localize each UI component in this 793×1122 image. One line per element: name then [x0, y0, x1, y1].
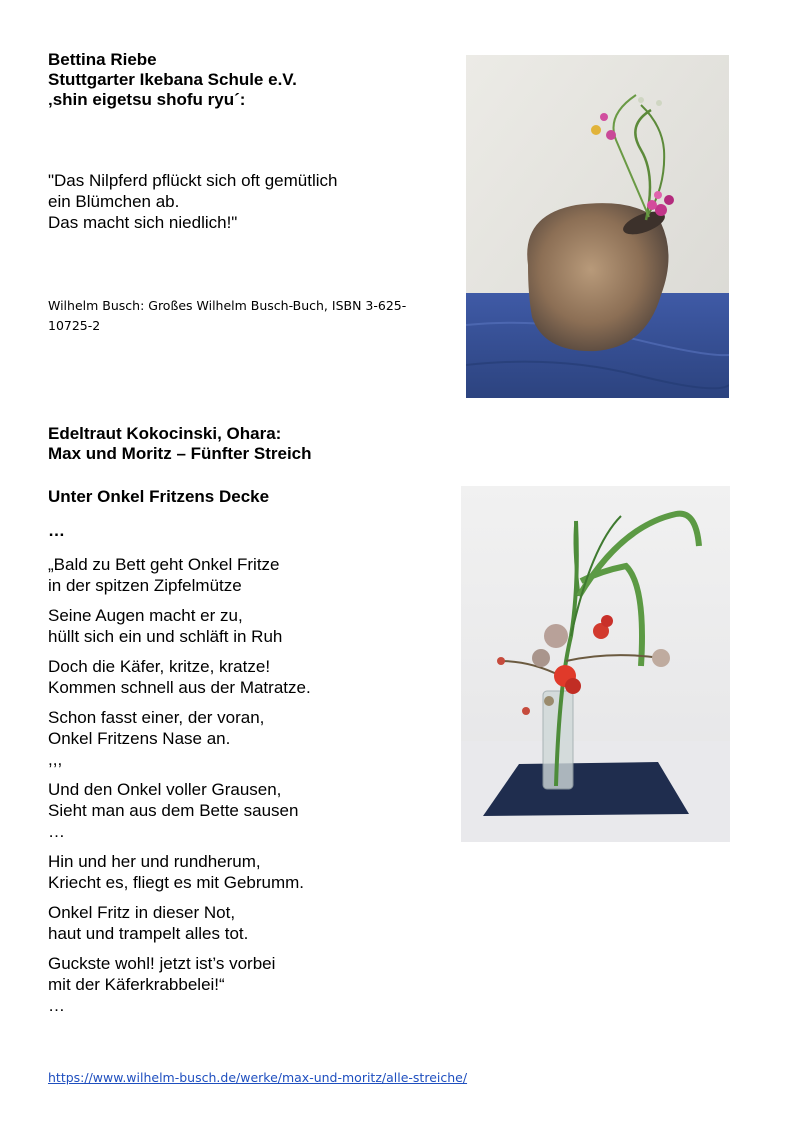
- stanza: [48, 707, 311, 770]
- citation: Wilhelm Busch: Großes Wilhelm Busch-Buch, ISBN 3-625-10725-2: [48, 298, 407, 333]
- quote-line: ein Blümchen ab.: [48, 192, 180, 211]
- stanza: [48, 953, 311, 1016]
- author-style: ‚shin eigetsu shofu ryu´:: [48, 90, 246, 109]
- work-title: Max und Moritz – Fünfter Streich: [48, 444, 312, 463]
- quote-line: "Das Nilpferd pflückt sich oft gemütlich: [48, 171, 338, 190]
- ikebana-photo-glass-vase: [461, 486, 730, 842]
- poem-line: Kommen schnell aus der Matratze.: [48, 678, 311, 697]
- poem-line: Doch die Käfer, kritze, kratze!: [48, 657, 271, 676]
- poem-line: Schon fasst einer, der voran,: [48, 708, 265, 727]
- poem-line: Sieht man aus dem Bette sausen: [48, 801, 299, 820]
- ellipsis: …: [48, 521, 65, 540]
- stanza: [48, 554, 311, 596]
- poem-line: …: [48, 996, 65, 1015]
- poem-subtitle: Unter Onkel Fritzens Decke: [48, 487, 270, 506]
- author-name: Bettina Riebe: [48, 50, 157, 69]
- poem-line: Onkel Fritzens Nase an.: [48, 729, 231, 748]
- poem-line: Seine Augen macht er zu,: [48, 606, 243, 625]
- source-link[interactable]: https://www.wilhelm-busch.de/werke/max-und-moritz/alle-streiche/: [48, 1070, 468, 1085]
- poem-line: in der spitzen Zipfelmütze: [48, 576, 242, 595]
- poem-line: Und den Onkel voller Grausen,: [48, 780, 282, 799]
- section1-author-block: [48, 50, 297, 110]
- stanza: [48, 605, 311, 647]
- section2-author-block: [48, 424, 312, 464]
- ikebana-photo-vase: [466, 55, 729, 398]
- poem-line: …: [48, 822, 65, 841]
- poem-line: haut und trampelt alles tot.: [48, 924, 249, 943]
- poem: [48, 554, 311, 1025]
- author-school: Stuttgarter Ikebana Schule e.V.: [48, 70, 297, 89]
- poem-line: ,,,: [48, 750, 63, 769]
- poem-line: mit der Käferkrabbelei!“: [48, 975, 225, 994]
- poem-line: Kriecht es, fliegt es mit Gebrumm.: [48, 873, 305, 892]
- author-name: Edeltraut Kokocinski, Ohara:: [48, 424, 282, 443]
- quote-line: Das macht sich niedlich!": [48, 213, 238, 232]
- stanza: [48, 779, 311, 842]
- stanza: [48, 656, 311, 698]
- stanza: [48, 851, 311, 893]
- poem-line: Onkel Fritz in dieser Not,: [48, 903, 236, 922]
- section1-quote: [48, 170, 337, 233]
- poem-line: Guckste wohl! jetzt ist’s vorbei: [48, 954, 276, 973]
- stanza: [48, 902, 311, 944]
- poem-line: hüllt sich ein und schläft in Ruh: [48, 627, 283, 646]
- poem-line: Hin und her und rundherum,: [48, 852, 261, 871]
- poem-line: „Bald zu Bett geht Onkel Fritze: [48, 555, 280, 574]
